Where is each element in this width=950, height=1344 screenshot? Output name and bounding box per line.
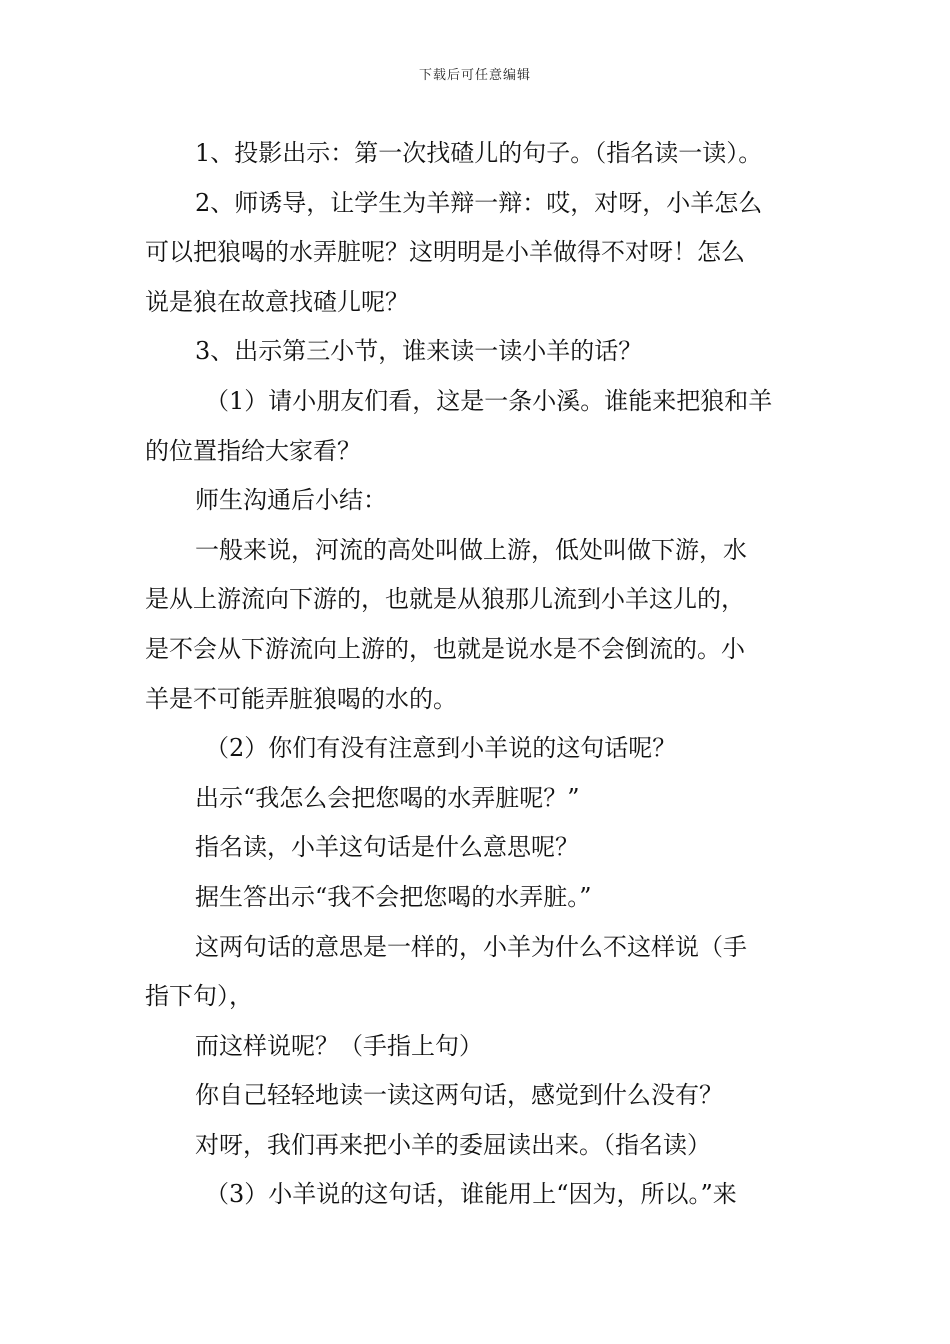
text-line: 的位置指给大家看？ [145,436,361,465]
text-line: 2、师诱导，让学生为羊辩一辩：哎，对呀，小羊怎么 [195,188,763,217]
text-line: （3）小羊说的这句话，谁能用上“因为，所以。”来 [205,1180,737,1209]
text-line: 1、投影出示：第一次找碴儿的句子。（指名读一读）。 [195,139,763,167]
text-line: 你自己轻轻地读一读这两句话，感觉到什么没有？ [195,1081,723,1110]
text-line: 出示“我怎么会把您喝的水弄脏呢？” [195,783,580,812]
text-line: 一般来说，河流的高处叫做上游，低处叫做下游，水 [195,535,747,564]
text-line: 据生答出示“我不会把您喝的水弄脏。” [195,882,592,911]
text-line: （1）请小朋友们看，这是一条小溪。谁能来把狼和羊 [205,386,773,415]
text-line: （2）你们有没有注意到小羊说的这句话呢？ [205,734,677,763]
text-line: 这两句话的意思是一样的，小羊为什么不这样说（手 [195,932,747,961]
text-line: 是从上游流向下游的，也就是从狼那儿流到小羊这儿的， [145,585,745,614]
text-line: 羊是不可能弄脏狼喝的水的。 [145,684,457,713]
text-line: 而这样说呢？（手指上句） [195,1031,483,1060]
text-line: 说是狼在故意找碴儿呢？ [145,287,409,316]
text-line: 是不会从下游流向上游的，也就是说水是不会倒流的。小 [145,634,745,663]
text-line: 对呀，我们再来把小羊的委屈读出来。（指名读） [195,1130,711,1159]
document-body [145,129,810,1220]
text-line: 3、出示第三小节，谁来读一读小羊的话？ [195,337,643,366]
text-line: 指下句）， [145,982,253,1011]
text-line: 师生沟通后小结： [195,486,387,515]
text-line: 可以把狼喝的水弄脏呢？这明明是小羊做得不对呀！怎么 [145,238,745,267]
page-header: 下载后可任意编辑 [418,68,531,83]
text-line: 指名读，小羊这句话是什么意思呢？ [195,833,579,862]
